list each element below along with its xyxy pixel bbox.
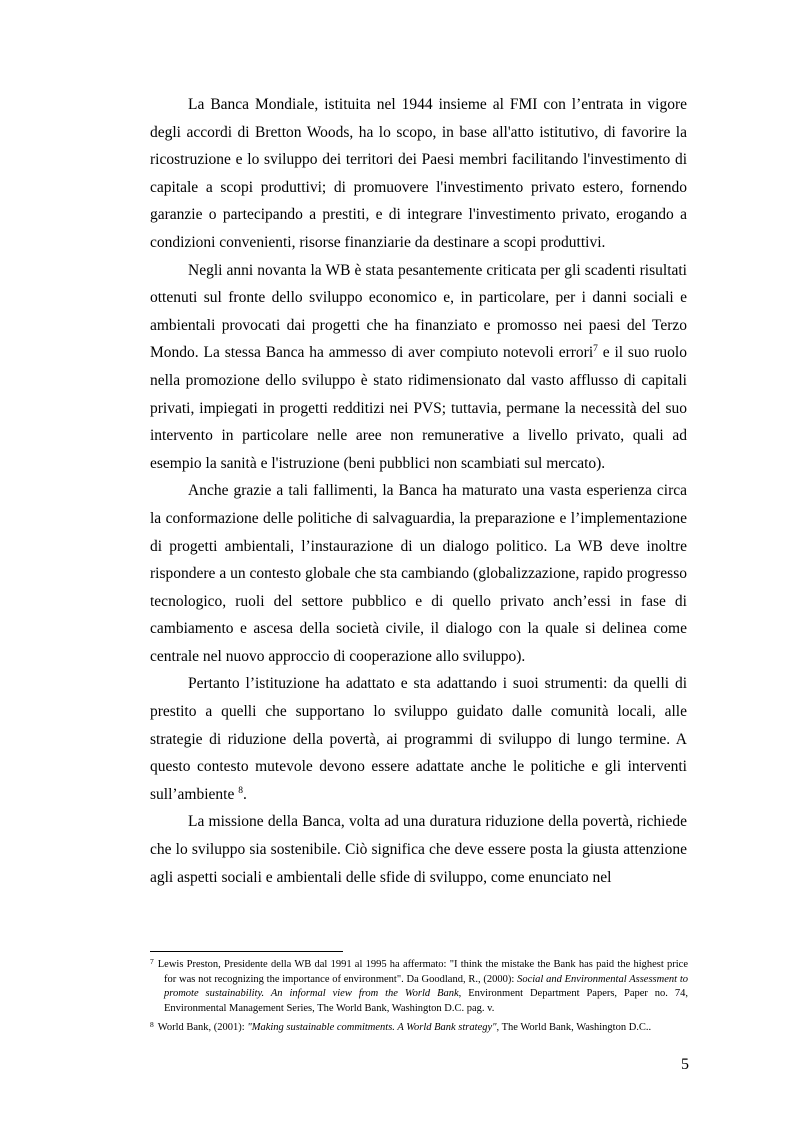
footnote-reference-7[interactable]: 7 xyxy=(593,344,598,355)
body-text xyxy=(150,91,687,891)
paragraph-4 xyxy=(150,670,687,808)
footnote-reference-8[interactable]: 8 xyxy=(238,785,243,796)
footnote-separator xyxy=(150,951,343,952)
paragraph-3 xyxy=(150,477,687,670)
footnote-text: , Environment Department Papers, Paper no. 74, Environmental Management Series, The World Bank, Washington D.C. pag. v. xyxy=(164,988,688,1015)
footnotes xyxy=(150,958,688,1040)
footnote-title: Social and Environmental Assessment to promote sustainability. An informal view from the World Bank xyxy=(164,973,688,1000)
footnote-8 xyxy=(150,1021,688,1036)
footnote-text: World Bank, (2001): xyxy=(157,1021,248,1033)
paragraph-2 xyxy=(150,257,687,478)
paragraph-5 xyxy=(150,808,687,891)
paragraph-text: Anche grazie a tali fallimenti, la Banca ha maturato una vasta esperienza circa la conformazione delle politiche di salvaguardia, la preparazione e l’implementazione di progetti ambientali, l’instaurazione di un dialogo politico. La WB deve inoltre rispondere a un contesto globale che sta cambiando (globalizzazione, rapido progresso tecnologico, ruoli del settore pubblico e di quello privato anch’essi in fase di cambiamento e ascesa della società civile, il dialogo con la quale si delinea come centrale nel nuovo approccio di cooperazione allo sviluppo). xyxy=(150,482,687,665)
paragraph-text: e il suo ruolo nella promozione dello sviluppo è stato ridimensionato dal vasto afflusso di capitali privati, impiegati in progetti redditizi nei PVS; tuttavia, permane la necessità del suo intervento in particolare nelle aree non remunerative a livello privato, quali ad esempio la sanità e l'istruzione (beni pubblici non scambiati sul mercato). xyxy=(150,344,687,472)
paragraph-text: Pertanto l’istituzione ha adattato e sta adattando i suoi strumenti: da quelli di prestito a quelli che supportano lo sviluppo guidato dalle comunità locali, alle strategie di riduzione della povertà, ai programmi di sviluppo di lungo termine. A questo contesto mutevole devono essere adattate anche le politiche e gli interventi sull’ambiente xyxy=(150,675,687,803)
paragraph-text: Negli anni novanta la WB è stata pesantemente criticata per gli scadenti risultati ottenuti sul fronte dello sviluppo economico e, in particolare, per i danni sociali e ambientali provocati dai progetti che ha finanziato e promosso nei paesi del Terzo Mondo. La stessa Banca ha ammesso di aver compiuto notevoli errori xyxy=(150,261,687,362)
footnote-number: 8 xyxy=(150,1019,154,1029)
footnote-7 xyxy=(150,958,688,1017)
paragraph-text: La Banca Mondiale, istituita nel 1944 insieme al FMI con l’entrata in vigore degli accordi di Bretton Woods, ha lo scopo, in base all'atto istitutivo, di favorire la ricostruzione e lo sviluppo dei territori dei Paesi membri facilitando l'investimento di capitale a scopi produttivi; di promuovere l'investimento privato estero, fornendo garanzie o partecipando a prestiti, e di integrare l'investimento privato, erogando a condizioni convenienti, risorse finanziarie da destinare a scopi produttivi. xyxy=(150,96,687,251)
footnote-text: Lewis Preston, Presidente della WB dal 1991 al 1995 ha affermato: "I think the mistake the Bank has paid the highest price for was not recognizing the importance of environment". Da Goodland, R., (2000): xyxy=(157,959,688,985)
footnote-number: 7 xyxy=(150,957,154,966)
paragraph-text: La missione della Banca, volta ad una duratura riduzione della povertà, richiede che lo sviluppo sia sostenibile. Ciò significa che deve essere posta la giusta attenzione agli aspetti sociali e ambientali delle sfide di sviluppo, come enunciato nel xyxy=(150,813,687,886)
page-number: 5 xyxy=(681,1056,689,1073)
paragraph-1 xyxy=(150,91,687,257)
paragraph-text: . xyxy=(243,785,247,803)
footnote-text: , The World Bank, Washington D.C.. xyxy=(496,1021,652,1033)
footnote-title: "Making sustainable commitments. A World Bank strategy" xyxy=(247,1021,497,1033)
